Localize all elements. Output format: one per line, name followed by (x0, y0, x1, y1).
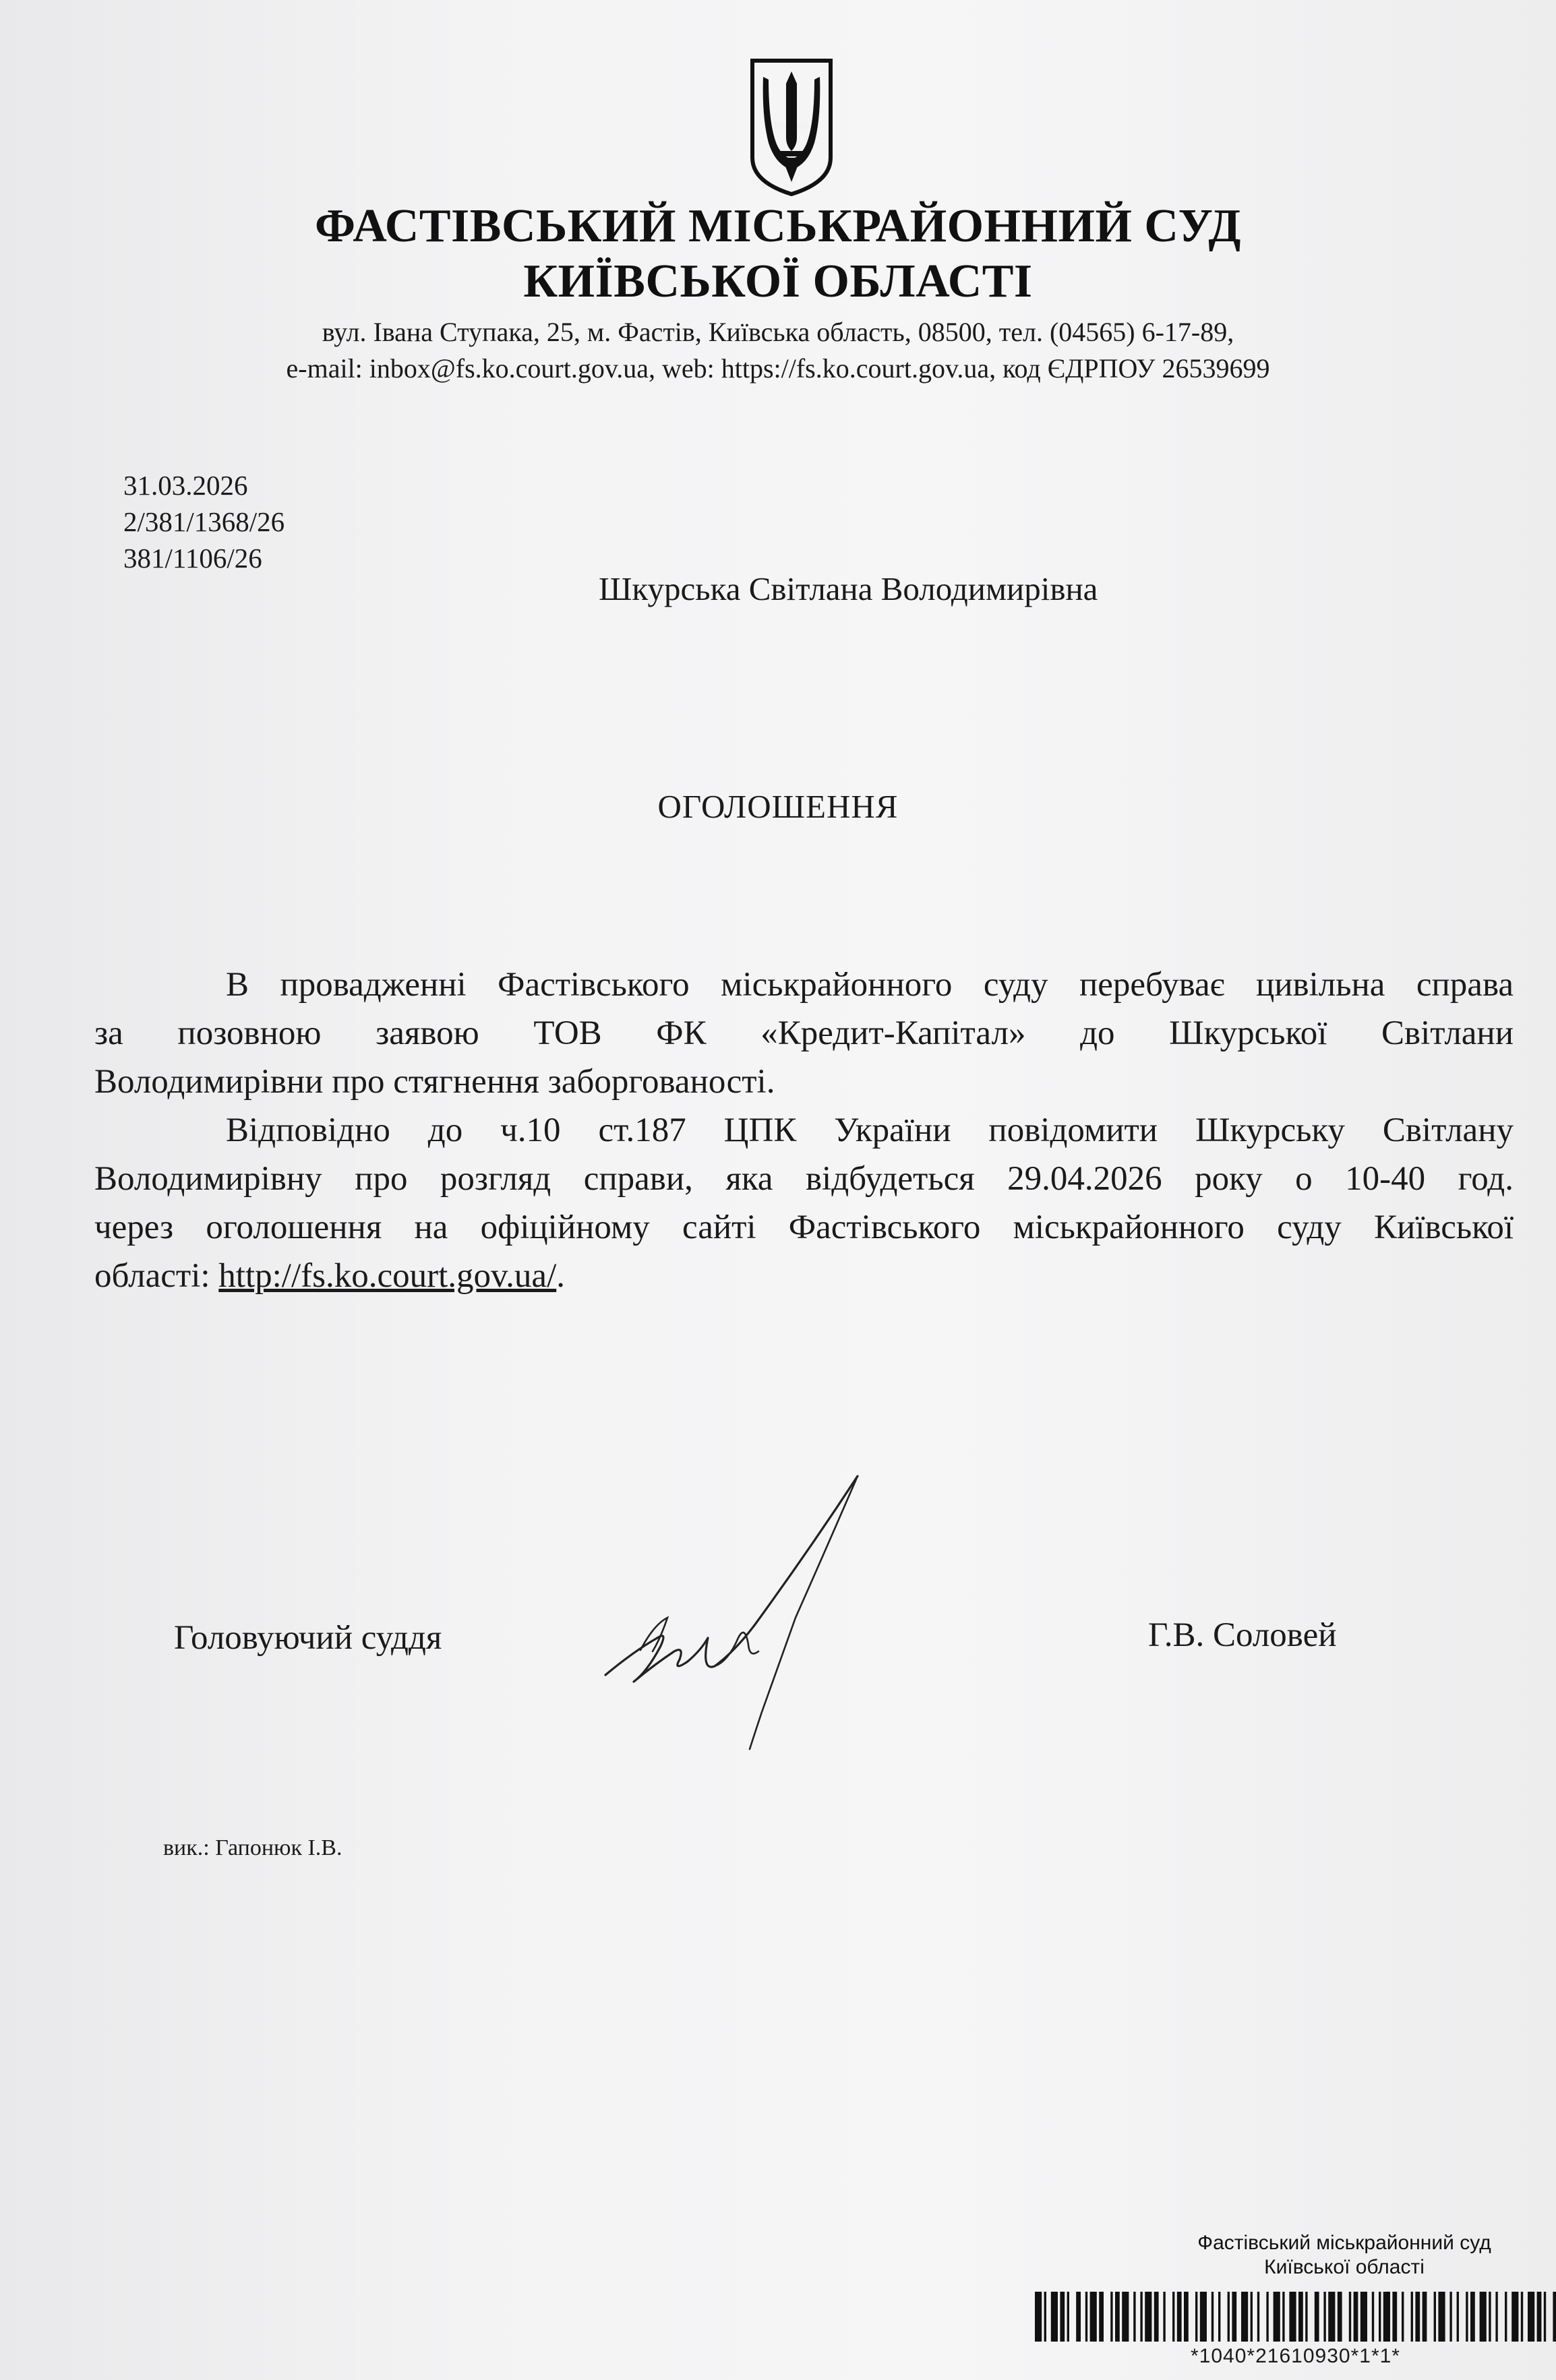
barcode-image (1035, 2292, 1556, 2342)
outgoing-number: 381/1106/26 (123, 543, 262, 574)
signer-name: Г.В. Соловей (1148, 1616, 1337, 1654)
stamp-region: Київської області (1264, 2256, 1425, 2278)
document-title: ОГОЛОШЕННЯ (657, 788, 899, 825)
letter-date: 31.03.2026 (123, 470, 248, 501)
executor-note: вик.: Гапонюк І.В. (163, 1835, 342, 1860)
court-website-link[interactable]: http://fs.ko.court.gov.ua/ (218, 1257, 557, 1295)
paragraph-text: області: (94, 1257, 219, 1295)
paragraph-line: за позовною заявою ТОВ ФК «Кредит-Капітал» до Шкурської Світлани (94, 1014, 1514, 1052)
court-address: вул. Івана Ступака, 25, м. Фастів, Київська область, 08500, тел. (04565) 6-17-89, (322, 317, 1234, 347)
barcode-number: *1040*21610930*1*1* (1191, 2345, 1400, 2367)
court-name-line1: ФАСТІВСЬКИЙ МІСЬКРАЙОННИЙ СУД (315, 200, 1241, 252)
paragraph-notification (94, 1106, 1514, 1300)
paragraph-line: Володимирівну про розгляд справи, яка відбудеться 29.04.2026 року о 10-40 год. (94, 1160, 1514, 1198)
paragraph-line: Володимирівни про стягнення заборгованості. (94, 1063, 775, 1101)
paragraph-line (94, 1252, 1514, 1300)
case-number: 2/381/1368/26 (123, 506, 285, 537)
handwritten-signature (593, 1469, 910, 1759)
stamp-court-name: Фастівський міськрайонний суд (1197, 2232, 1491, 2254)
court-contacts: e-mail: inbox@fs.ko.court.gov.ua, web: https://fs.ko.court.gov.ua, код ЄДРПОУ 26539699 (286, 353, 1270, 384)
recipient-name: Шкурська Світлана Володимирівна (599, 570, 1098, 607)
paragraph-line: через оголошення на офіційному сайті Фастівського міськрайонного суду Київської (94, 1209, 1514, 1246)
court-name-line2: КИЇВСЬКОЇ ОБЛАСТІ (523, 255, 1033, 307)
paragraph-line: Відповідно до ч.10 ст.187 ЦПК України повідомити Шкурську Світлану (226, 1111, 1514, 1149)
coat-of-arms-icon (747, 57, 836, 198)
paragraph-line: В провадженні Фастівського міськрайонного суду перебуває цивільна справа (226, 966, 1514, 1004)
registration-stamp (1133, 2231, 1556, 2280)
paragraph-proceedings (94, 960, 1514, 1106)
signer-role: Головуючий суддя (174, 1619, 442, 1657)
paragraph-text: . (556, 1257, 565, 1295)
